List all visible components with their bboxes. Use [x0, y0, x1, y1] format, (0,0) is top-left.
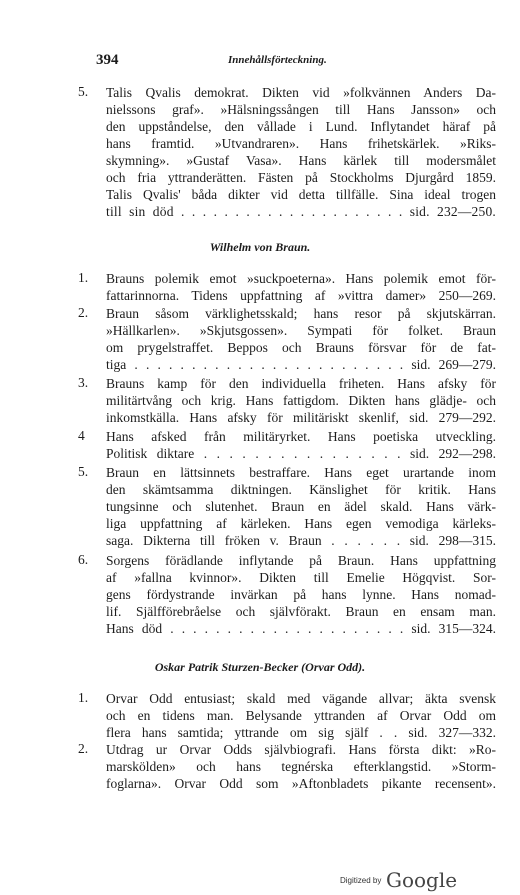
entry-text: den uppståndelse, den vållade i Lund. Inflytandet häraf på	[106, 119, 496, 134]
digitized-by-label: Digitized by	[340, 876, 382, 885]
page-number: 394	[96, 52, 119, 68]
entry-text: Brauns polemik emot »suckpoeterna». Hans polemik emot för-	[106, 271, 496, 286]
entry-text: militärtvång och krig. Hans fattigdom. Dikten hans glädje- och	[106, 393, 496, 408]
section-heading: Wilhelm von Braun.	[209, 240, 311, 254]
entry-text: Talis Qvalis' båda dikter vid detta tillfälle. Sina ideal trogen	[106, 187, 496, 202]
entry-number: 5.	[78, 464, 89, 479]
entry-number: 1.	[78, 270, 89, 285]
entry-text: liga uppfattning af kärleken. Hans egen vemodiga kärleks-	[106, 516, 496, 531]
entry-number: 6.	[78, 552, 89, 567]
entry-number: 1.	[78, 690, 89, 705]
entry-number: 3.	[78, 375, 89, 390]
entry-text: och fria yttranderätten. Fästen på Stockholms Djurgård 1859.	[106, 170, 496, 185]
entry-text: Hans död . . . . . . . . . . . . . . . . . . . . . sid. 315—324.	[106, 621, 496, 636]
entry-text: Brauns kamp för den individuella friheten. Hans afsky för	[106, 376, 496, 391]
entry-text: Braun en lättsinnets bestraffare. Hans eget urartande inom	[106, 465, 496, 480]
entry-text: Sorgens förädlande inflytande på Braun. Hans uppfattning	[106, 553, 496, 568]
entry-text: foglarna». Orvar Odd som »Aftonbladets pikante recensent».	[106, 776, 496, 791]
entry-text: skymning». »Gustaf Vasa». Hans kärlek till modersmålet	[106, 153, 496, 168]
entry-text: »Hällkarlen». »Skjutsgossen». Sympati för folket. Braun	[106, 323, 496, 338]
entry-text: saga. Dikterna till fröken v. Braun . . . . . . sid. 298—315.	[106, 533, 496, 548]
entry-text: den skämtsamma diktningen. Känslighet för kritik. Hans	[106, 482, 496, 497]
entry-text: till sin död . . . . . . . . . . . . . . . . . . . . . sid. 232—250.	[106, 204, 496, 219]
running-title: Innehållsförteckning.	[228, 54, 327, 66]
entry-text: och en tidens man. Belysande yttranden af Orvar Odd om	[106, 708, 496, 723]
entry-text: tungsinne och slutenhet. Braun en ädel skald. Hans värk-	[106, 499, 496, 514]
entry-number: 4	[78, 428, 85, 443]
entry-text: Politisk diktare . . . . . . . . . . . . . . . . sid. 292—298.	[106, 446, 496, 461]
entry-text: hans framtid. »Utvandraren». Hans frihetskärlek. »Riks-	[106, 136, 496, 151]
entry-text: gens fördystrande invärkan på hans lynne. Hans nomad-	[106, 587, 496, 602]
entry-text: fattarinnorna. Tidens uppfattning af »vittra damer» 250—269.	[106, 288, 496, 303]
digitized-by-google	[340, 868, 490, 890]
entry-text: Utdrag ur Orvar Odds självbiografi. Hans första dikt: »Ro-	[106, 742, 496, 757]
entry-text: lif. Själfförebråelse och självförakt. Braun en ensam man.	[106, 604, 496, 619]
entry-text: inkomstkälla. Hans afsky för militäriskt skenlif, sid. 279—292.	[106, 410, 496, 425]
entry-text: Braun såsom värklighetsskald; hans resor på skjutskärran.	[106, 306, 496, 321]
entry-text: Orvar Odd entusiast; skald med vägande allvar; äkta svensk	[106, 691, 496, 706]
entry-text: Talis Qvalis demokrat. Dikten vid »folkvännen Anders Da-	[106, 85, 496, 100]
entry-text: Hans afsked från militäryrket. Hans poetiska utveckling.	[106, 429, 496, 444]
entry-text: marskölden» och hans tegnérska efterklangstid. »Storm-	[106, 759, 496, 774]
entry-text: tiga . . . . . . . . . . . . . . . . . . . . . . . . sid. 269—279.	[106, 357, 496, 372]
entry-number: 5.	[78, 84, 89, 99]
google-logo: Google	[386, 868, 458, 892]
entry-text: flera hans samtida; yttrande om sig själf . . sid. 327—332.	[106, 725, 496, 740]
entry-number: 2.	[78, 741, 89, 756]
entry-text: om prygelstraffet. Beppos och Brauns försvar för de fat-	[106, 340, 496, 355]
section-heading: Oskar Patrik Sturzen-Becker (Orvar Odd).	[154, 660, 366, 674]
entry-number: 2.	[78, 305, 89, 320]
entry-text: nielssons graf». »Hälsningssången till Hans Jansson» och	[106, 102, 496, 117]
page-header	[96, 52, 466, 72]
entry-text: af »fallna kvinnor». Dikten till Emelie Högqvist. Sor-	[106, 570, 496, 585]
